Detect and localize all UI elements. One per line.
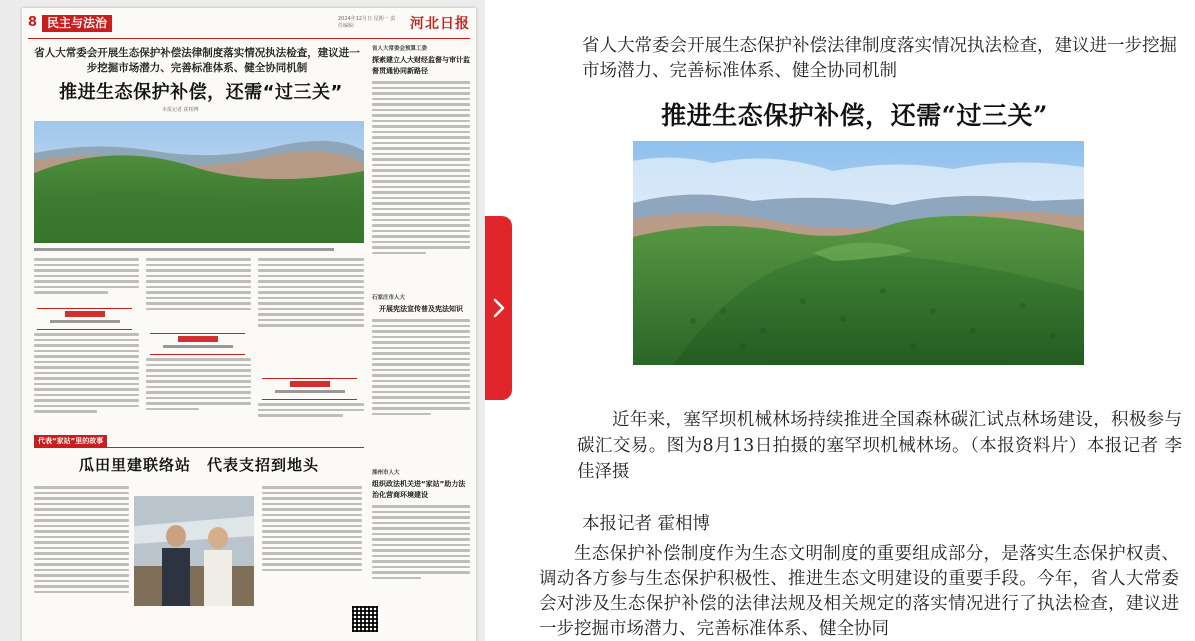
story-tag: 代表“家站”里的故事 — [34, 435, 107, 447]
lead-kicker[interactable]: 省人大常委会开展生态保护补偿法律制度落实情况执法检查，建议进一步挖掘市场潜力、完善标准体系、健全协同机制 — [34, 47, 360, 74]
subhead-box-3 — [262, 378, 357, 400]
story-column-2 — [262, 486, 362, 574]
photo-caption: 近年来，塞罕坝机械林场持续推进全国森林碳汇试点林场建设，积极参与碳汇交易。图为8月13日拍摄的塞罕坝机械林场。（本报资料片）本报记者 李佳泽摄 — [577, 410, 1182, 482]
article-title: 推进生态保护补偿，还需“过三关” — [661, 101, 1048, 130]
article-column-2b — [146, 358, 251, 413]
side-kicker-3: 滦州市人大 — [372, 470, 400, 476]
side-kicker-1: 省人大常委会预算工委 — [372, 46, 428, 52]
article-column-1 — [34, 258, 139, 297]
article-photo — [633, 141, 1084, 365]
chevron-right-icon — [492, 297, 506, 319]
newspaper-page — [22, 8, 476, 641]
side-title-3[interactable]: 组织政法机关进“家站”助力法治化营商环境建设 — [372, 480, 466, 499]
side-kicker-2: 石家庄市人大 — [372, 295, 406, 301]
article-column-1b — [34, 333, 139, 416]
lead-byline: 本报记者 霍相博 — [162, 107, 199, 113]
masthead-logo: 河北日报 — [410, 16, 470, 32]
photo-caption-thumbnail — [34, 246, 364, 254]
article-column-2 — [146, 258, 251, 313]
section-name: 民主与法治 — [42, 15, 112, 32]
subhead-box-1 — [37, 308, 132, 330]
date-line: 2024年12月日 星期一 责任编辑： — [338, 16, 396, 29]
side-title-1[interactable]: 探索建立人大财经监督与审计监督贯通协同新路径 — [372, 56, 470, 75]
article-byline: 本报记者 霍相博 — [582, 514, 711, 534]
story-title[interactable]: 瓜田里建联络站 代表支招到地头 — [78, 456, 319, 474]
qr-code-icon — [352, 606, 378, 632]
collapse-arrow-button[interactable] — [485, 216, 512, 400]
story-column-1 — [34, 486, 129, 596]
article-body: 生态保护补偿制度作为生态文明制度的重要组成部分，是落实生态保护权责、调动各方参与生态保护积极性、推进生态文明建设的重要手段。今年，省人大常委会对涉及生态保护补偿的法律法规及相关规定的落实情况进行了执法检查，建议进一步挖掘市场潜力、完善标准体系、健全协同 — [539, 544, 1179, 639]
lead-photo-thumbnail[interactable] — [34, 121, 364, 243]
story-photo-thumbnail[interactable] — [134, 496, 254, 606]
story-band — [34, 433, 364, 448]
page-number: 8 — [28, 15, 38, 30]
article-column-3 — [258, 258, 364, 330]
newspaper-page-pane[interactable] — [0, 0, 485, 641]
subhead-box-2 — [150, 333, 245, 355]
side-title-2[interactable]: 开展宪法宣传普及宪法知识 — [379, 305, 463, 313]
side-column-3[interactable] — [372, 468, 470, 582]
side-column-1[interactable] — [372, 44, 470, 257]
side-column-2[interactable] — [372, 293, 470, 418]
article-reader-pane[interactable] — [512, 0, 1195, 641]
page-header — [28, 12, 470, 39]
article-kicker: 省人大常委会开展生态保护补偿法律制度落实情况执法检查，建议进一步挖掘市场潜力、完善标准体系、健全协同机制 — [582, 36, 1177, 81]
article-column-3b — [258, 403, 364, 420]
lead-title[interactable]: 推进生态保护补偿，还需“过三关” — [59, 82, 343, 103]
